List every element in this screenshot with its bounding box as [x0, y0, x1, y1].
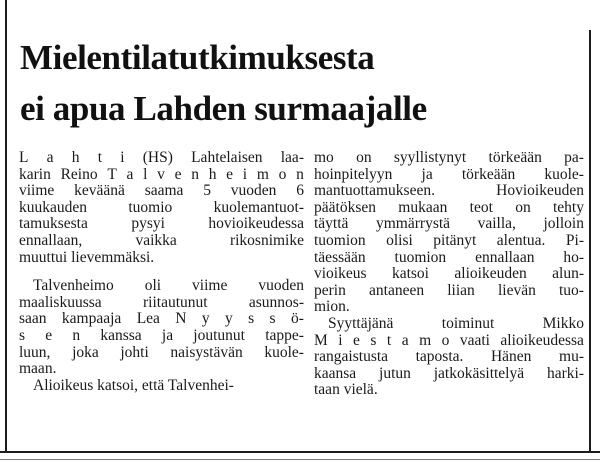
text-line: L a h t i (HS) Lahtelaisen laa- — [19, 149, 304, 166]
text-line: taan vielä. — [314, 381, 378, 399]
text-line: kuukauden tuomio kuolemantuot- — [19, 198, 304, 216]
text-line: tamuksesta pysyi hovioikeudessa — [19, 215, 304, 233]
headline-line-1: Mielentilatutkimuksesta — [20, 38, 375, 77]
column-rule-left — [5, 0, 7, 452]
text-line: täessään tuomion ennallaan ho- — [314, 248, 584, 266]
text-line: vioikeus katsoi alioikeuden alun- — [314, 265, 584, 283]
text-line: luun, joka johti naisystävän kuole- — [19, 343, 304, 361]
text-line: hoinpitelyyn ja törkeään kuole- — [314, 165, 584, 183]
bottom-rule-thin — [0, 459, 600, 460]
bottom-rule — [0, 451, 600, 453]
text-line: M i e s t a m o vaati alioikeudessa — [314, 331, 584, 349]
text-line: mantuottamukseen. Hovioikeuden — [314, 182, 584, 200]
article-column-left — [19, 150, 304, 394]
text-line: Alioikeus katsoi, että Talvenhei- — [33, 376, 234, 394]
text-line: tuomion olisi pitänyt alentua. Pi- — [314, 231, 584, 249]
text-line: kaansa jutun jatkokäsittelyä harki- — [314, 364, 584, 382]
text-line: karin Reino T a l v e n h e i m o n — [19, 165, 304, 183]
text-line: s e n kanssa ja joutunut tappe- — [19, 326, 304, 344]
text-line: Talvenheimo oli viime vuoden — [33, 277, 304, 295]
text-line: Syyttäjänä toiminut Mikko — [328, 314, 584, 332]
headline-line-2: ei apua Lahden surmaajalle — [20, 89, 427, 128]
text-line: rangaistusta taposta. Hänen mu- — [314, 348, 584, 366]
text-line: maaliskuussa riitautunut asunnos- — [19, 293, 304, 311]
text-line: viime keväänä saama 5 vuoden 6 — [19, 182, 304, 200]
text-line: täyttä ymmärrystä vailla, jolloin — [314, 215, 584, 233]
article-column-right — [314, 150, 584, 399]
text-line: mion. — [314, 298, 350, 316]
text-line: muuttui lievemmäksi. — [19, 248, 155, 266]
text-line: perin antaneen liian lievän tuo- — [314, 281, 584, 299]
text-line: päätöksen mukaan teot on tehty — [314, 198, 584, 216]
text-line: saan kampaaja Lea N y y s s ö- — [19, 310, 304, 328]
text-line: mo on syyllistynyt törkeään pa- — [314, 149, 584, 166]
article-headline — [20, 32, 580, 134]
text-line: ennallaan, vaikka rikosnimike — [19, 231, 304, 249]
column-rule-right — [589, 30, 591, 452]
text-line: maan. — [19, 360, 57, 378]
